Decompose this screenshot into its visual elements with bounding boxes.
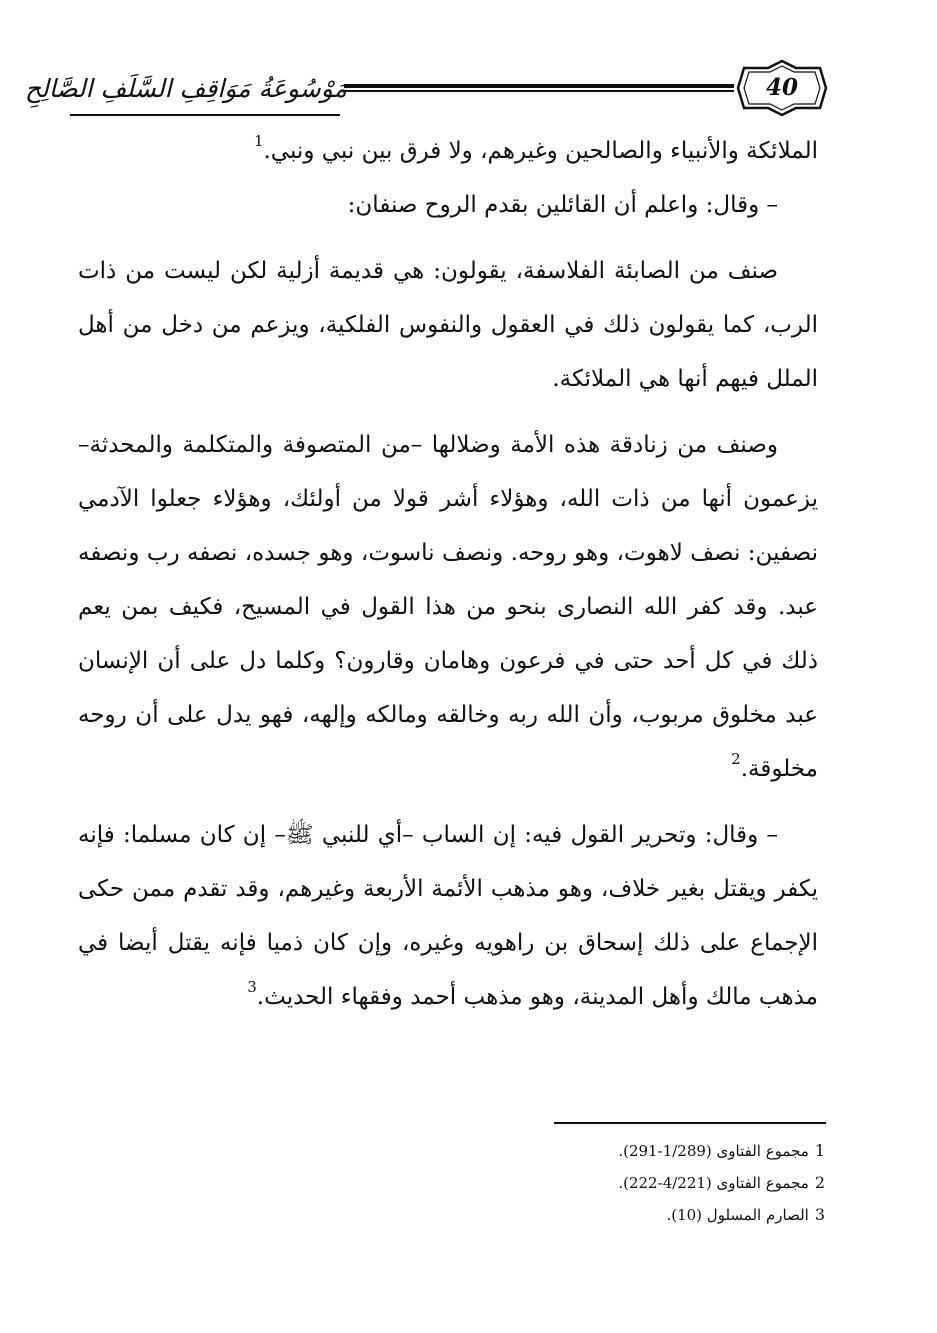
footnotes	[305, 1135, 825, 1231]
paragraph-text: – وقال: واعلم أن القائلين بقدم الروح صنفان:	[347, 192, 778, 218]
page-header	[24, 48, 892, 134]
footnote-text: مجموع الفتاوى (1/289-291).	[618, 1142, 809, 1160]
series-title-underline	[70, 114, 340, 116]
footnote-number: 1	[814, 1141, 825, 1160]
footnote-text: مجموع الفتاوى (4/221-222).	[618, 1174, 809, 1192]
paragraph-4	[78, 418, 818, 796]
footnote-number: 3	[814, 1205, 825, 1224]
header-rule	[344, 84, 734, 93]
paragraph-text: – وقال: وتحرير القول فيه: إن الساب –أي للنبي ﷺ– إن كان مسلما: فإنه يكفر ويقتل بغير خلاف، وهو مذهب الأئمة الأربعة وغيرهم، وقد تقدم ممن حكى الإجماع على ذلك إسحاق بن راهويه وغيره، وإن كان ذميا فإنه يقتل أيضا في مذهب مالك وأهل المدينة، وهو مذهب أحمد وفقهاء الحديث.	[78, 822, 818, 1010]
body-text	[78, 124, 818, 1024]
paragraph-5	[78, 808, 818, 1024]
series-title: مَوْسُوعَةُ مَوَاقِفِ السَّلَفِ الصَّالِحِ	[24, 74, 347, 103]
footnote-separator	[554, 1122, 826, 1124]
footnote-ref: 1	[253, 132, 264, 150]
footnote-ref: 3	[247, 978, 257, 996]
footnote-text: الصارم المسلول (10).	[666, 1206, 809, 1224]
paragraph-text: الملائكة والأنبياء والصالحين وغيرهم، ولا فرق بين نبي ونبي.	[263, 138, 818, 164]
footnote-item	[305, 1135, 825, 1167]
page-number: 40	[765, 74, 798, 101]
footnote-number: 2	[814, 1173, 825, 1192]
paragraph-text: وصنف من زنادقة هذه الأمة وضلالها –من المتصوفة والمتكلمة والمحدثة– يزعمون أنها من ذات الله، وهؤلاء أشر قولا من أولئك، وهؤلاء جعلوا الآدمي نصفين: نصف لاهوت، وهو روحه. ونصف ناسوت، وهو جسده، نصفه رب ونصفه عبد. وقد كفر الله النصارى بنحو من هذا القول في المسيح، فكيف بمن يعم ذلك في كل أحد حتى في فرعون وهامان وقارون؟ وكلما دل على أن الإنسان عبد مخلوق مربوب، وأن الله ربه وخالقه ومالكه وإلهه، فهو يدل على أن روحه مخلوقة.	[78, 432, 818, 782]
paragraph-2	[78, 178, 818, 232]
paragraph-1	[78, 124, 818, 178]
footnote-item	[305, 1167, 825, 1199]
footnote-ref: 2	[731, 750, 741, 768]
paragraph-3	[78, 244, 818, 406]
paragraph-text: صنف من الصابئة الفلاسفة، يقولون: هي قديمة أزلية لكن ليست من ذات الرب، كما يقولون ذلك في العقول والنفوس الفلكية، ويزعم من دخل من أهل الملل فيهم أنها هي الملائكة.	[78, 258, 818, 392]
footnote-item	[305, 1199, 825, 1231]
